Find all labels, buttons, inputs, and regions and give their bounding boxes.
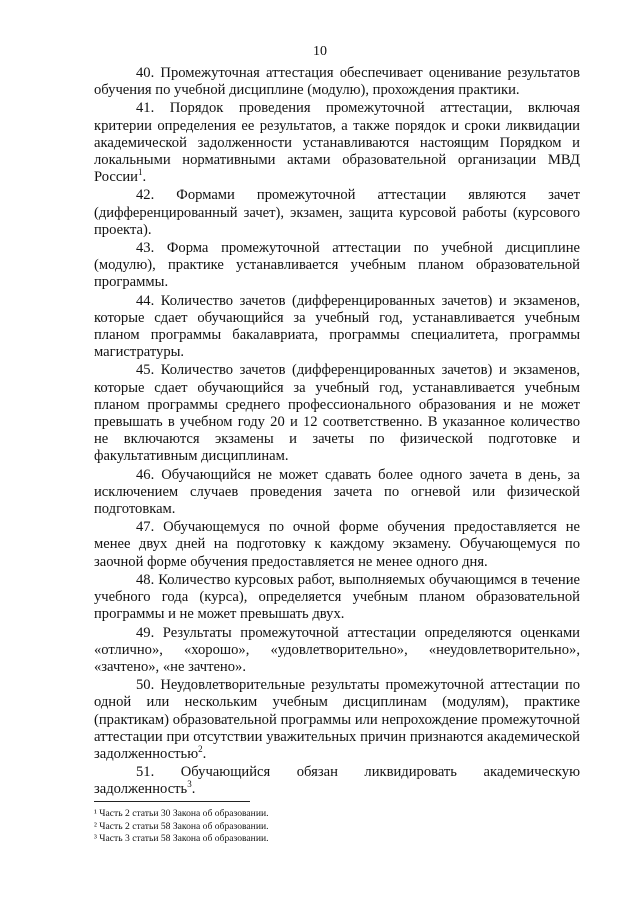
paragraph-text: 47. Обучающемуся по очной форме обучения предоставляется не менее двух дней на подготовку к каждому экзамену. Обучающемуся по заочной форме обучения предоставляется не менее одного дня.: [94, 519, 580, 570]
footnote-divider: [94, 801, 250, 802]
paragraph-text: 41. Порядок проведения промежуточной аттестации, включая критерии определения ее результатов, а также порядок и сроки ликвидации академической задолженности устанавливаются настоящим Порядком и локальными нормативными актами образовательной организации МВД России: [94, 100, 580, 186]
paragraph-text: 48. Количество курсовых работ, выполняемых обучающимся в течение учебного года (курса), определяется учебным планом образовательной программы и не может превышать двух.: [94, 571, 580, 623]
paragraph-text: 49. Результаты промежуточной аттестации определяются оценками «отлично», «хорошо», «удовлетворительно», «неудовлетворительно», «зачтено», «не зачтено».: [94, 624, 580, 675]
paragraph-text: 50. Неудовлетворительные результаты промежуточной аттестации по одной или нескольким учебным дисциплинам (модулям), практике (практикам) образовательной программы или непрохождение промежуточной аттестации при отсутствии уважительных причин признаются академической задолженностью: [94, 677, 580, 762]
page-number: 10: [313, 44, 327, 59]
paragraph-text: 44. Количество зачетов (дифференцированных зачетов) и экзаменов, которые сдает обучающийся за учебный год, устанавливается учебным планом программы бакалавриата, программы специалитета, программы магистратуры.: [94, 292, 580, 361]
paragraph-51: 51. Обучающийся обязан ликвидировать академическую задолженность$^3$.: [94, 764, 580, 798]
paragraph-text: 43. Форма промежуточной аттестации по учебной дисциплине (модулю), практике устанавливается учебным планом образовательной программы.: [94, 240, 580, 291]
paragraph-42: [94, 187, 580, 239]
paragraph-50: 50. Неудовлетворительные результаты промежуточной аттестации по одной или нескольким учебным дисциплинам (модулям), практике (практикам) образовательной программы или непрохождение промежуточной аттестации при отсутствии уважительных причин признаются академической задолженностью$^2$.: [94, 677, 580, 762]
paragraph-47: [94, 519, 580, 571]
paragraph-text: 51. Обучающийся обязан ликвидировать академическую задолженность: [94, 764, 580, 798]
footnote-ref[interactable]: 2: [198, 744, 203, 755]
footnote-ref[interactable]: 3: [187, 779, 192, 790]
footnote-1: ¹ Часть 2 статьи 30 Закона об образовании.: [94, 808, 269, 819]
paragraph-43: [94, 240, 580, 292]
paragraph-45: [94, 362, 580, 465]
paragraph-46: [94, 467, 580, 519]
footnote-ref[interactable]: 1: [138, 167, 143, 178]
paragraph-text: 46. Обучающийся не может сдавать более одного зачета в день, за исключением случаев проведения зачета по огневой или физической подготовкам.: [94, 466, 580, 518]
document-body: [94, 65, 580, 800]
paragraph-41: 41. Порядок проведения промежуточной аттестации, включая критерии определения ее результатов, а также порядок и сроки ликвидации академической задолженности устанавливаются настоящим Порядком и локальными нормативными актами образовательной организации МВД России$^1$.: [94, 100, 580, 186]
footnote-2: ² Часть 2 статьи 58 Закона об образовании.: [94, 820, 269, 832]
footnote-3: ³ Часть 3 статьи 58 Закона об образовании.: [94, 833, 269, 845]
paragraph-text: 40. Промежуточная аттестация обеспечивает оценивание результатов обучения по учебной дисциплине (модулю), прохождения практики.: [94, 65, 580, 99]
paragraph-48: [94, 572, 580, 624]
paragraph-40: [94, 65, 580, 99]
paragraph-44: [94, 293, 580, 362]
footnotes: [94, 808, 580, 846]
paragraph-text: 42. Формами промежуточной аттестации являются зачет (дифференцированный зачет), экзамен, защита курсовой работы (курсового проекта).: [94, 187, 580, 238]
paragraph-text: 45. Количество зачетов (дифференцированных зачетов) и экзаменов, которые сдает обучающийся за учебный год, устанавливается учебным планом программы среднего профессионального образования и не может превышать в учебном году 20 и 12 соответственно. В указанное количество не включаются экзамены и зачеты по физической подготовке и факультативным дисциплинам.: [94, 362, 580, 465]
paragraph-49: [94, 625, 580, 677]
